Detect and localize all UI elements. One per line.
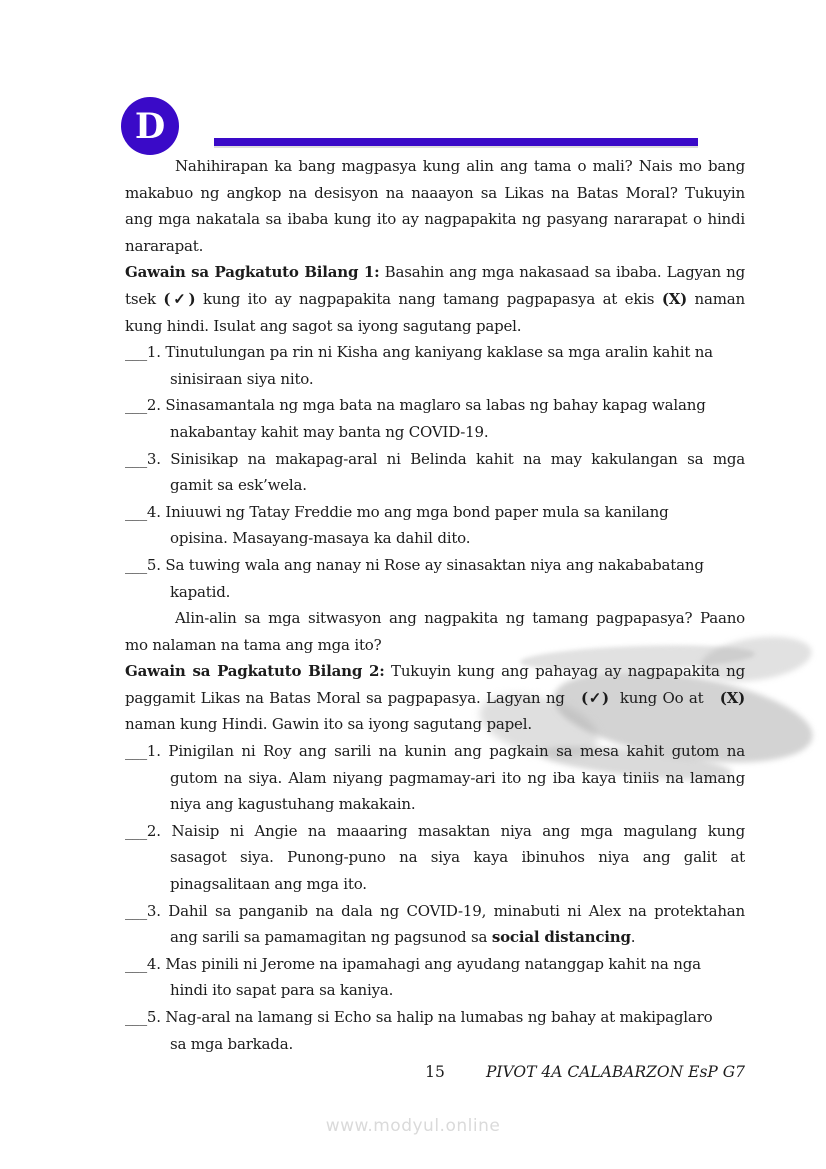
gawain-2-item-1 xyxy=(125,738,745,818)
section-badge-letter: D xyxy=(134,105,166,147)
text-line: Nahihirapan ka bang magpasya kung alin ang tama o mali? Nais mo bang xyxy=(175,157,745,175)
section-d-badge xyxy=(121,97,179,155)
gawain-2-item-3 xyxy=(125,898,745,951)
gawain-1-instructions xyxy=(125,259,745,339)
text-line: sinisiraan siya nito. xyxy=(170,369,314,388)
text-line: ___1. Pinigilan ni Roy ang sarili na kunin ang pagkain sa mesa kahit gutom na xyxy=(125,742,745,761)
text-line: ___3. Sinisikap na makapag-aral ni Belinda kahit na may kakulangan sa mga xyxy=(125,449,745,468)
site-watermark: www.modyul.online xyxy=(325,1116,501,1136)
text-line: ___5. Sa tuwing wala ang nanay ni Rose ay sinasaktan niya ang nakababatang xyxy=(125,555,704,574)
intro-paragraph xyxy=(125,153,745,259)
text-line: ___2. Naisip ni Angie na maaaring masaktan niya ang mga magulang kung xyxy=(125,821,745,840)
text-line: ___4. Iniuuwi ng Tatay Freddie mo ang mga bond paper mula sa kanilang xyxy=(125,502,669,521)
text-line: nakabantay kahit may banta ng COVID-19. xyxy=(170,422,489,441)
text-line: ___1. Tinutulungan pa rin ni Kisha ang kaniyang kaklase sa mga aralin kahit na xyxy=(125,343,713,362)
text-line: gamit sa esk’wela. xyxy=(170,476,307,495)
header-rule xyxy=(214,138,698,146)
text-line: ang sarili sa pamamagitan ng pagsunod sa social distancing. xyxy=(170,928,636,947)
text-line: naman kung Hindi. Gawin ito sa iyong sagutang papel. xyxy=(125,715,532,734)
gawain-1-item-2 xyxy=(125,392,745,445)
text-line: nararapat. xyxy=(125,236,204,255)
text-line: ang mga nakatala sa ibaba kung ito ay nagpapakita ng pasyang nararapat o hindi xyxy=(125,210,745,229)
gawain-2-item-5 xyxy=(125,1004,745,1057)
text-line: ___5. Nag-aral na lamang si Echo sa halip na lumabas ng bahay at makipaglaro xyxy=(125,1008,713,1026)
gawain-2-item-4 xyxy=(125,951,745,1004)
document-body xyxy=(125,153,745,1057)
text-line: Gawain sa Pagkatuto Bilang 1: Basahin ang mga nakasaad sa ibaba. Lagyan ng xyxy=(125,263,745,282)
text-line: opisina. Masayang-masaya ka dahil dito. xyxy=(170,529,471,548)
text-line: kung hindi. Isulat ang sagot sa iyong sagutang papel. xyxy=(125,316,522,335)
question-paragraph xyxy=(125,605,745,658)
gawain-1-item-4 xyxy=(125,499,745,552)
text-line: Alin-alin sa mga sitwasyon ang nagpakita ng tamang pagpapasya? Paano xyxy=(175,609,745,628)
text-line: gutom na siya. Alam niyang pagmamay-ari ito ng iba kaya tiniis na lamang xyxy=(170,768,745,787)
text-line: makabuo ng angkop na desisyon na naaayon sa Likas na Batas Moral? Tukuyin xyxy=(125,183,745,202)
text-line: Gawain sa Pagkatuto Bilang 2: Tukuyin kung ang pahayag ay nagpapakita ng xyxy=(125,662,745,681)
gawain-1-item-1 xyxy=(125,339,745,392)
text-line: pinagsalitaan ang mga ito. xyxy=(170,875,367,894)
gawain-1-item-5 xyxy=(125,552,745,605)
text-line: ___3. Dahil sa panganib na dala ng COVID-19, minabuti ni Alex na protektahan xyxy=(125,901,745,920)
text-line: ___2. Sinasamantala ng mga bata na maglaro sa labas ng bahay kapag walang xyxy=(125,396,706,415)
page-number: 15 xyxy=(425,1063,445,1081)
text-line: mo nalaman na tama ang mga ito? xyxy=(125,635,382,654)
text-line: paggamit Likas na Batas Moral sa pagpapasya. Lagyan ng (✓) kung Oo at (X) xyxy=(125,688,745,707)
text-line: kapatid. xyxy=(170,582,231,601)
text-line: ___4. Mas pinili ni Jerome na ipamahagi ang ayudang natanggap kahit na nga xyxy=(125,954,701,973)
text-line: niya ang kagustuhang makakain. xyxy=(170,795,416,814)
gawain-2-instructions xyxy=(125,658,745,738)
gawain-1-item-3 xyxy=(125,446,745,499)
text-line: sa mga barkada. xyxy=(170,1034,294,1053)
text-line: tsek (✓) kung ito ay nagpapakita nang tamang pagpapasya at ekis (X) naman xyxy=(125,289,745,308)
text-line: sasagot siya. Punong-puno na siya kaya ibinuhos niya ang galit at xyxy=(170,848,745,867)
gawain-2-item-2 xyxy=(125,818,745,898)
text-line: hindi ito sapat para sa kaniya. xyxy=(170,981,394,1000)
module-source-label: PIVOT 4A CALABARZON EsP G7 xyxy=(485,1063,745,1081)
